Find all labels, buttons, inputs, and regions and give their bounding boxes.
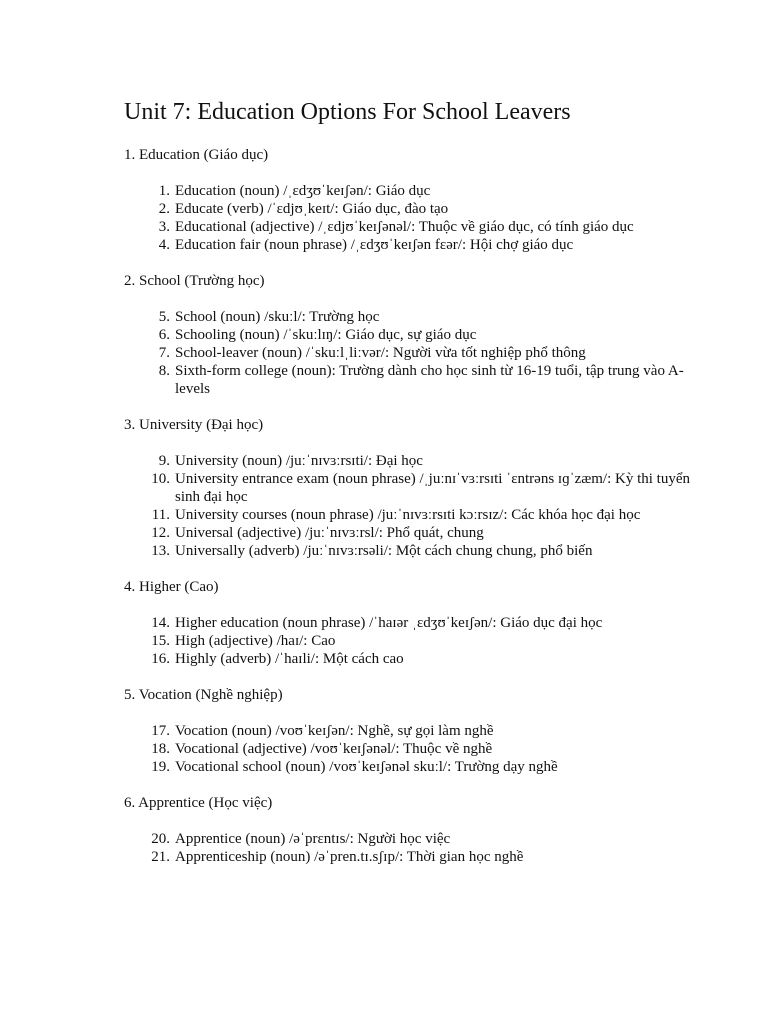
vocab-item	[124, 182, 704, 200]
vocab-item	[124, 308, 704, 326]
item-number	[124, 848, 170, 866]
item-number	[124, 740, 170, 758]
item-number	[124, 524, 170, 542]
vocab-item	[124, 362, 704, 398]
item-text: School (noun) /skuːl/: Trường học	[175, 309, 380, 325]
vocab-list	[124, 722, 704, 776]
item-number-label: 19.	[151, 759, 170, 775]
item-number-label: 6.	[158, 327, 170, 343]
item-number-label: 18.	[151, 741, 170, 757]
vocab-list	[124, 182, 704, 254]
sections-container	[124, 146, 704, 866]
vocab-list	[124, 830, 704, 866]
item-text: University entrance exam (noun phrase) /ˌjuːnɪˈvɜːrsɪti ˈɛntrəns ɪɡˈzæm/: Kỳ thi tuyển sinh đại học	[175, 471, 690, 505]
item-text: Universally (adverb) /juːˈnɪvɜːrsəli/: Một cách chung chung, phổ biến	[175, 543, 593, 559]
item-number	[124, 542, 170, 560]
item-number	[124, 614, 170, 632]
item-number	[124, 362, 170, 398]
item-text: Highly (adverb) /ˈhaɪli/: Một cách cao	[175, 651, 404, 667]
item-number-label: 2.	[158, 201, 170, 217]
item-text: Education (noun) /ˌɛdʒʊˈkeɪʃən/: Giáo dục	[175, 183, 431, 199]
item-text: Educate (verb) /ˈɛdjʊˌkeɪt/: Giáo dục, đào tạo	[175, 201, 449, 217]
item-text: Apprentice (noun) /əˈprɛntɪs/: Người học việc	[175, 831, 451, 847]
vocab-item	[124, 452, 704, 470]
item-number-label: 14.	[151, 615, 170, 631]
vocab-list	[124, 452, 704, 560]
vocab-item	[124, 218, 704, 236]
item-number-label: 7.	[158, 345, 170, 361]
section-heading: 2. School (Trường học)	[124, 273, 265, 289]
item-text: Universal (adjective) /juːˈnɪvɜːrsl/: Phổ quát, chung	[175, 525, 484, 541]
vocab-item	[124, 740, 704, 758]
vocab-item	[124, 524, 704, 542]
vocab-list	[124, 614, 704, 668]
item-number	[124, 758, 170, 776]
item-number	[124, 200, 170, 218]
item-number-label: 17.	[151, 723, 170, 739]
item-number-label: 12.	[151, 525, 170, 541]
vocab-item	[124, 848, 704, 866]
vocab-item	[124, 722, 704, 740]
vocab-item	[124, 614, 704, 632]
item-text: High (adjective) /haɪ/: Cao	[175, 633, 336, 649]
vocab-item	[124, 650, 704, 668]
item-number	[124, 236, 170, 254]
item-text: Sixth-form college (noun): Trường dành cho học sinh từ 16-19 tuổi, tập trung vào A-levels	[175, 363, 684, 397]
item-number-label: 13.	[151, 543, 170, 559]
item-number	[124, 650, 170, 668]
item-number-label: 9.	[158, 453, 170, 469]
vocab-item	[124, 758, 704, 776]
item-number	[124, 506, 170, 524]
item-number	[124, 632, 170, 650]
item-number-label: 10.	[151, 471, 170, 487]
item-number	[124, 452, 170, 470]
item-number	[124, 344, 170, 362]
item-number	[124, 722, 170, 740]
vocab-item	[124, 830, 704, 848]
item-number	[124, 182, 170, 200]
item-number	[124, 308, 170, 326]
item-number-label: 16.	[151, 651, 170, 667]
item-number-label: 20.	[151, 831, 170, 847]
item-text: Schooling (noun) /ˈskuːlɪŋ/: Giáo dục, sự giáo dục	[175, 327, 477, 343]
item-number-label: 8.	[158, 363, 170, 379]
item-text: Vocational school (noun) /voʊˈkeɪʃənəl skuːl/: Trường dạy nghề	[175, 759, 558, 775]
item-number-label: 21.	[151, 849, 170, 865]
document-title: Unit 7: Education Options For School Leavers	[124, 99, 571, 125]
vocab-item	[124, 326, 704, 344]
item-number-label: 5.	[158, 309, 170, 325]
document-page	[124, 95, 704, 884]
section-heading: 1. Education (Giáo dục)	[124, 147, 269, 163]
vocab-list	[124, 308, 704, 398]
section-heading: 6. Apprentice (Học việc)	[124, 795, 273, 811]
item-number	[124, 470, 170, 506]
item-text: Vocation (noun) /voʊˈkeɪʃən/: Nghề, sự gọi làm nghề	[175, 723, 494, 739]
item-text: University courses (noun phrase) /juːˈnɪvɜːrsɪti kɔːrsɪz/: Các khóa học đại học	[175, 507, 641, 523]
item-number	[124, 830, 170, 848]
vocab-item	[124, 542, 704, 560]
item-text: University (noun) /juːˈnɪvɜːrsɪti/: Đại học	[175, 453, 423, 469]
item-number	[124, 326, 170, 344]
item-text: Educational (adjective) /ˌɛdjʊˈkeɪʃənəl/: Thuộc về giáo dục, có tính giáo dục	[175, 219, 634, 235]
vocab-item	[124, 470, 704, 506]
section-heading: 5. Vocation (Nghề nghiệp)	[124, 687, 283, 703]
item-text: Apprenticeship (noun) /əˈpren.tɪ.sʃɪp/: Thời gian học nghề	[175, 849, 524, 865]
vocab-item	[124, 344, 704, 362]
item-number-label: 1.	[158, 183, 170, 199]
vocab-item	[124, 632, 704, 650]
item-text: Education fair (noun phrase) /ˌɛdʒʊˈkeɪʃən fɛər/: Hội chợ giáo dục	[175, 237, 574, 253]
item-number-label: 3.	[158, 219, 170, 235]
vocab-item	[124, 506, 704, 524]
item-text: Higher education (noun phrase) /ˈhaɪər ˌɛdʒʊˈkeɪʃən/: Giáo dục đại học	[175, 615, 603, 631]
section-heading: 4. Higher (Cao)	[124, 579, 219, 595]
item-number-label: 11.	[151, 507, 170, 523]
item-number-label: 4.	[158, 237, 170, 253]
item-number-label: 15.	[151, 633, 170, 649]
item-text: School-leaver (noun) /ˈskuːlˌliːvər/: Người vừa tốt nghiệp phổ thông	[175, 345, 586, 361]
section-heading: 3. University (Đại học)	[124, 417, 264, 433]
vocab-item	[124, 236, 704, 254]
item-number	[124, 218, 170, 236]
vocab-item	[124, 200, 704, 218]
item-text: Vocational (adjective) /voʊˈkeɪʃənəl/: Thuộc về nghề	[175, 741, 493, 757]
